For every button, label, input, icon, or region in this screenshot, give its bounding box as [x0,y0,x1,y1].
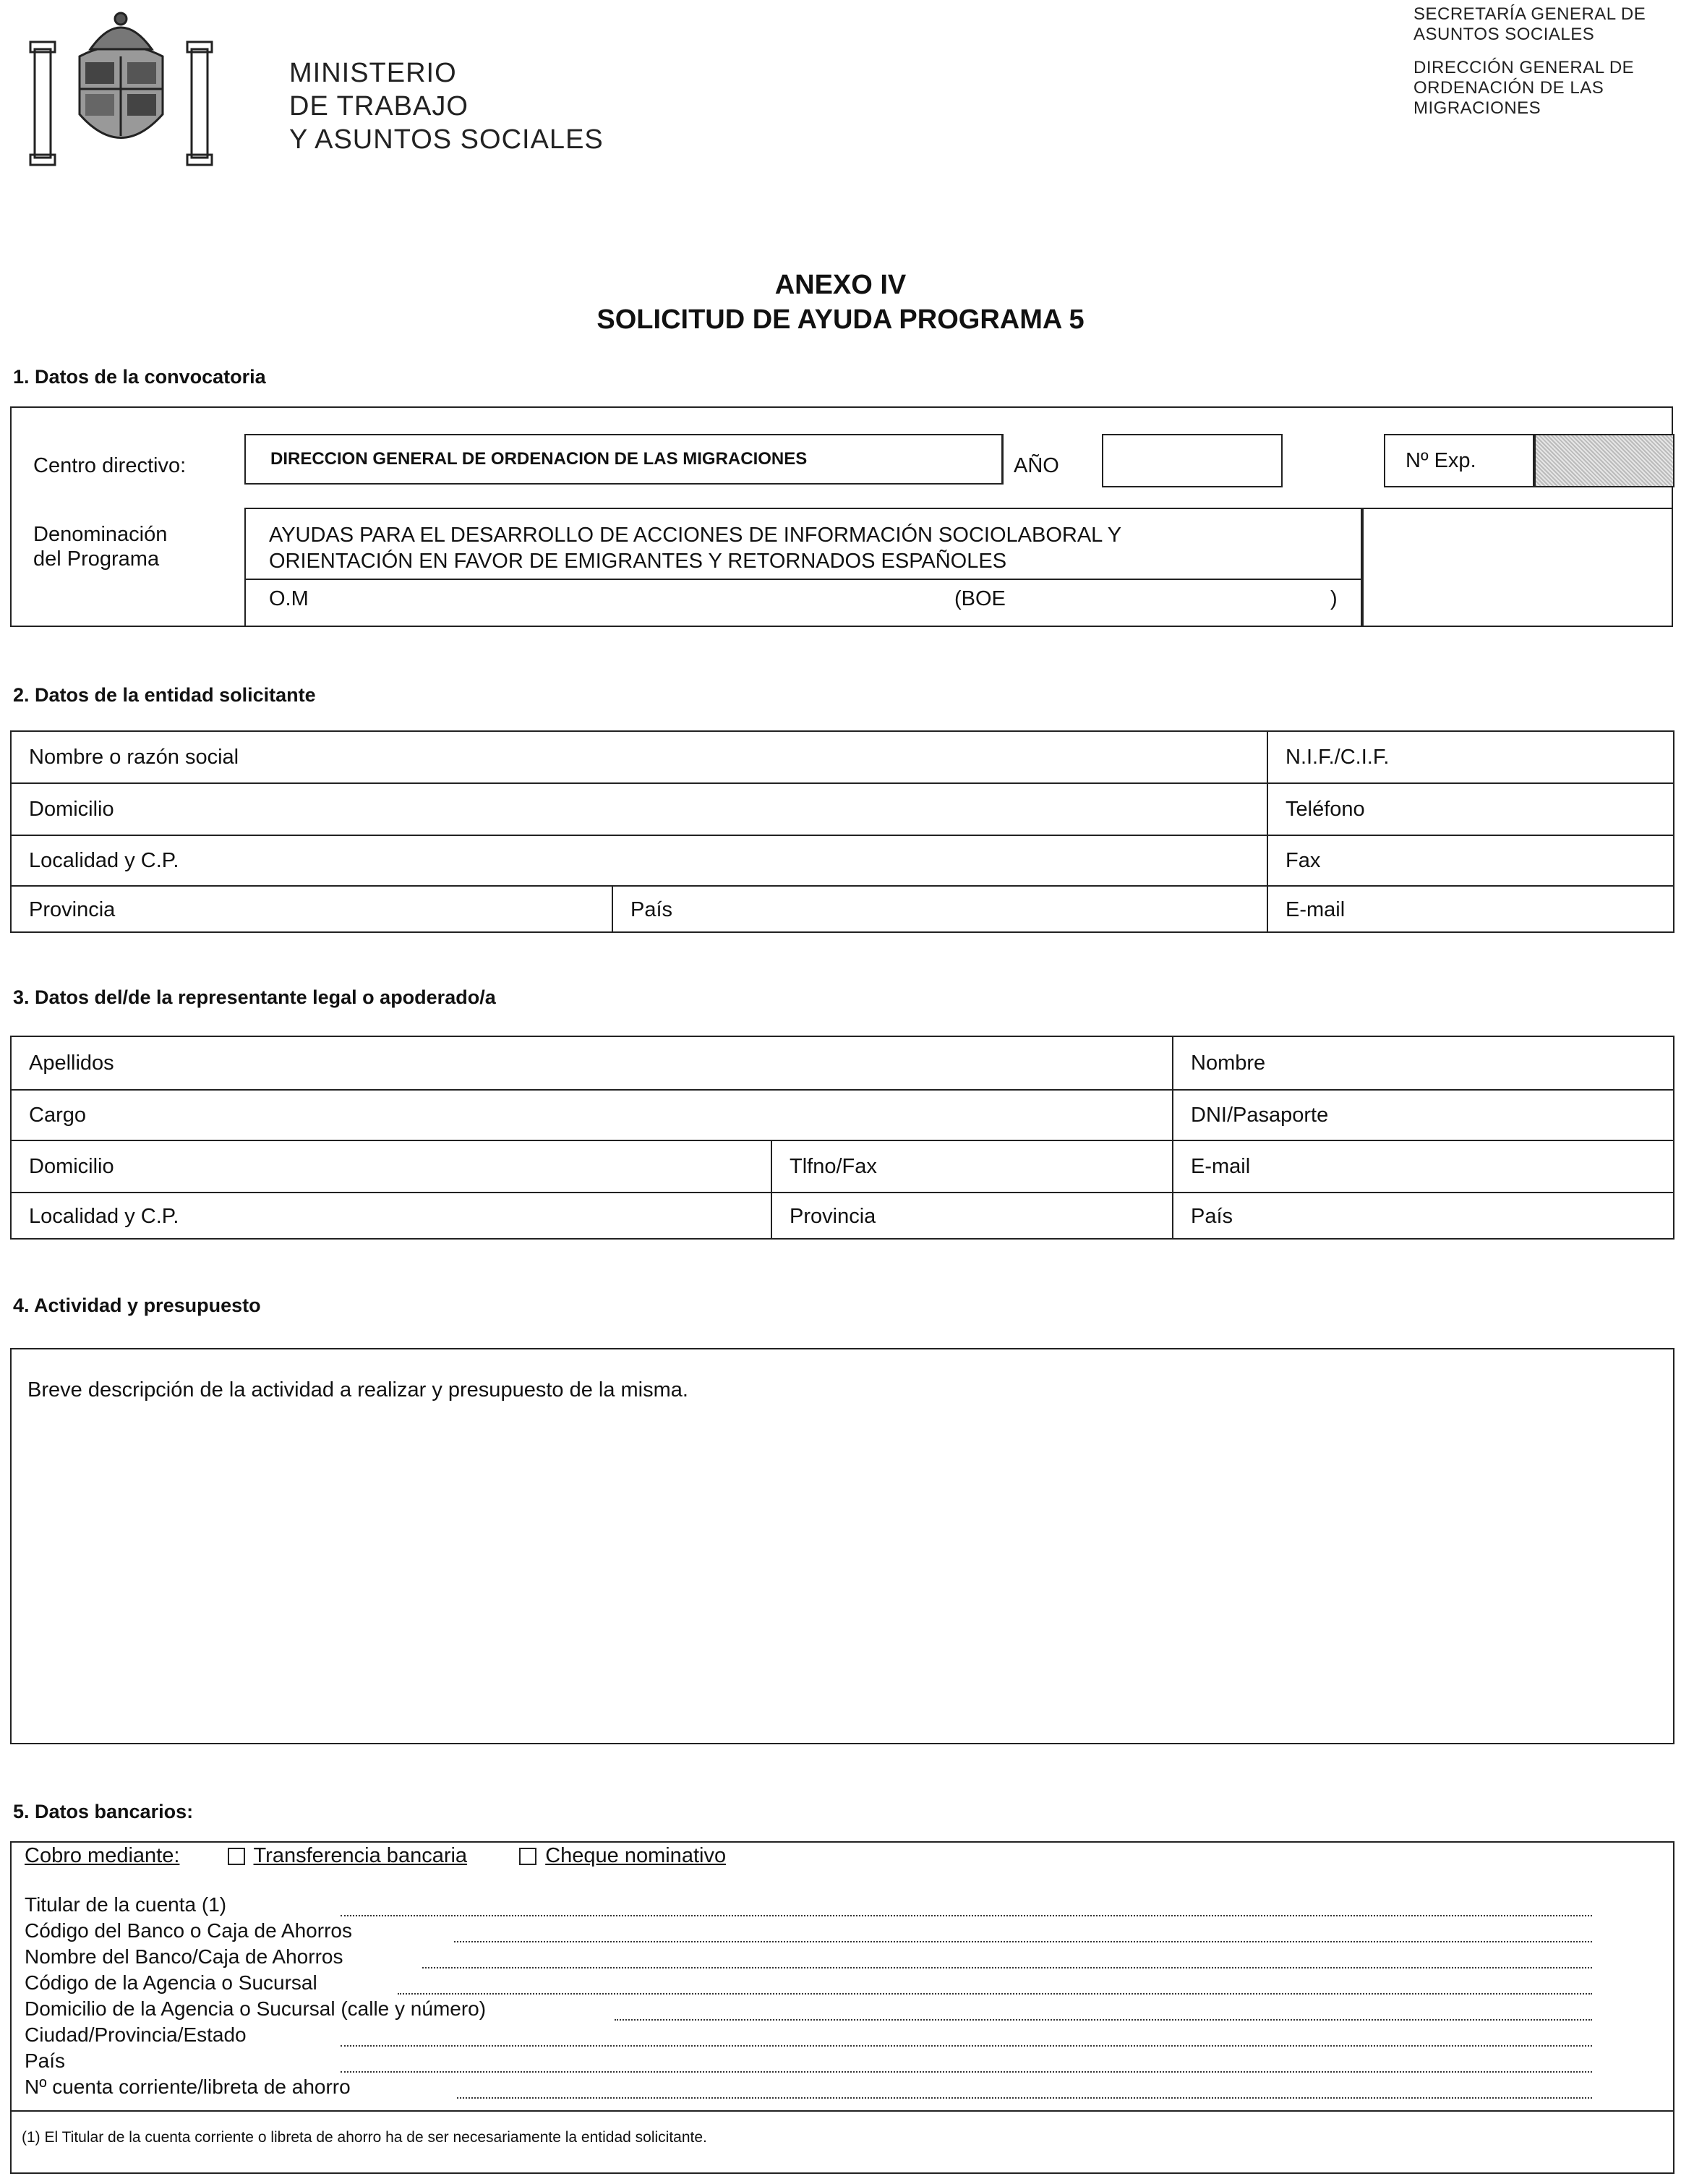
bank-data-box [10,1841,1674,2174]
provincia-field[interactable] [771,1193,1172,1240]
bank-field-label: Domicilio de la Agencia o Sucursal (calle y número) [25,1997,487,2020]
section-1-title: 1. Datos de la convocatoria [13,366,266,388]
apellidos-field[interactable] [12,1037,1172,1089]
denominacion-value [269,522,1121,574]
pais-field[interactable] [612,887,1267,933]
cuenta-input[interactable] [457,2097,1592,2099]
fax-field[interactable] [1267,836,1673,885]
cheque-checkbox[interactable] [519,1848,536,1865]
section-4-title: 4. Actividad y presupuesto [13,1294,261,1316]
coat-of-arms-logo [29,6,213,169]
cell-label: Domicilio [29,797,114,821]
cheque-label: Cheque nominativo [545,1844,727,1867]
document-title [0,268,1681,337]
bank-field-label: País [25,2049,66,2072]
divider [1362,508,1673,509]
ministry-name [289,56,604,156]
cell-label: Cargo [29,1103,86,1127]
cell-label: País [630,897,673,921]
title-line-2: SOLICITUD DE AYUDA PROGRAMA 5 [596,304,1085,335]
nif-field[interactable] [1267,732,1673,782]
cell-label: E-mail [1191,1154,1251,1178]
cargo-field[interactable] [12,1091,1172,1140]
cell-label: Fax [1286,848,1321,872]
cell-label: Apellidos [29,1051,114,1075]
table-row [12,1140,1673,1192]
ano-label: AÑO [1014,454,1059,477]
cell-label: N.I.F./C.I.F. [1286,745,1390,769]
denominacion-label [33,522,167,571]
section-2-title: 2. Datos de la entidad solicitante [13,684,316,706]
section-3-table [10,1036,1674,1240]
localidad-field[interactable] [12,1193,771,1240]
centro-value: DIRECCION GENERAL DE ORDENACION DE LAS MIGRACIONES [270,449,808,469]
om-label: O.M [269,587,309,610]
nombre-banco-input[interactable] [422,1967,1592,1968]
section-2-table [10,730,1674,933]
cell-label: DNI/Pasaporte [1191,1103,1329,1127]
dni-field[interactable] [1172,1091,1673,1140]
cell-label: Localidad y C.P. [29,848,179,872]
divider [1362,508,1364,627]
bank-field-label: Ciudad/Provincia/Estado [25,2023,247,2046]
table-row [12,1089,1673,1140]
cell-label: Nombre o razón social [29,745,239,769]
denominacion-field [244,508,1362,627]
cell-label: Nombre [1191,1051,1266,1075]
bank-field-label: Nº cuenta corriente/libreta de ahorro [25,2076,351,2098]
domicilio-field[interactable] [12,1141,771,1192]
cell-label: Localidad y C.P. [29,1204,179,1228]
boe-label: (BOE [954,587,1006,610]
cobro-row [25,1844,726,1868]
pais-input[interactable] [341,2071,1592,2073]
section-3-title: 3. Datos del/de la representante legal o apoderado/a [13,986,496,1008]
cell-label: E-mail [1286,897,1346,921]
title-line-1: ANEXO IV [774,270,907,300]
table-row [12,732,1673,782]
ciudad-input[interactable] [341,2045,1592,2047]
denominacion-label-line: Denominación [33,523,168,546]
ministry-line: MINISTERIO [289,58,457,88]
header-line: ORDENACIÓN DE LAS [1413,78,1604,98]
email-field[interactable] [1267,887,1673,933]
cell-label: Domicilio [29,1154,114,1178]
provincia-field[interactable] [12,887,612,933]
denominacion-value-line: ORIENTACIÓN EN FAVOR DE EMIGRANTES Y RETORNADOS ESPAÑOLES [269,550,1007,573]
exp-field[interactable] [1534,434,1674,487]
localidad-field[interactable] [12,836,1267,885]
cell-label: Provincia [790,1204,876,1228]
header-line: ASUNTOS SOCIALES [1413,25,1595,44]
denominacion-label-line: del Programa [33,547,160,571]
cell-label: Provincia [29,897,116,921]
bank-field-label: Código de la Agencia o Sucursal [25,1971,317,1994]
ministry-line: DE TRABAJO [289,91,469,121]
nombre-field[interactable] [1172,1037,1673,1089]
telefono-field[interactable] [1267,784,1673,835]
ano-field[interactable] [1102,434,1283,487]
exp-label-box [1384,434,1534,487]
nombre-field[interactable] [12,732,1267,782]
activity-description-label: Breve descripción de la actividad a realizar y presupuesto de la misma. [27,1378,688,1402]
transfer-label: Transferencia bancaria [253,1844,468,1867]
domicilio-field[interactable] [12,784,1267,835]
divider [246,579,1361,580]
pais-field[interactable] [1172,1193,1673,1240]
tlf-field[interactable] [771,1141,1172,1192]
header-line: DIRECCIÓN GENERAL DE [1413,58,1635,77]
section-1-box [10,406,1673,627]
titular-input[interactable] [341,1915,1592,1916]
centro-label: Centro directivo: [33,454,187,477]
secretaria-header [1413,4,1646,119]
table-row [12,782,1673,835]
table-row [12,885,1673,933]
transfer-checkbox[interactable] [228,1848,245,1865]
table-row [12,1037,1673,1089]
codigo-sucursal-input[interactable] [398,1993,1592,1995]
bank-field-label: Código del Banco o Caja de Ahorros [25,1919,352,1942]
cell-label: Tlfno/Fax [790,1154,877,1178]
bank-field-label: Titular de la cuenta (1) [25,1893,227,1916]
activity-field[interactable] [10,1348,1674,1744]
cheque-option[interactable] [519,1844,726,1867]
transfer-option[interactable] [228,1844,468,1867]
centro-field[interactable] [244,434,1004,485]
bank-field-label: Nombre del Banco/Caja de Ahorros [25,1945,343,1968]
header-line: SECRETARÍA GENERAL DE [1413,4,1646,24]
section-5-title: 5. Datos bancarios: [13,1801,194,1822]
cell-label: País [1191,1204,1233,1228]
cell-label: Teléfono [1286,797,1365,821]
codigo-banco-input[interactable] [454,1941,1592,1942]
footnote: (1) El Titular de la cuenta corriente o libreta de ahorro ha de ser necesariamente la entidad solicitante. [22,2129,707,2146]
header-line: MIGRACIONES [1413,98,1541,118]
ministry-line: Y ASUNTOS SOCIALES [289,124,604,155]
table-row [12,835,1673,885]
exp-label: Nº Exp. [1406,448,1476,472]
cobro-label: Cobro mediante: [25,1844,180,1867]
domicilio-sucursal-input[interactable] [615,2019,1592,2021]
table-row [12,1192,1673,1240]
denominacion-value-line: AYUDAS PARA EL DESARROLLO DE ACCIONES DE INFORMACIÓN SOCIOLABORAL Y [269,524,1122,547]
email-field[interactable] [1172,1141,1673,1192]
divider [12,2110,1673,2112]
boe-close: ) [1330,587,1338,610]
